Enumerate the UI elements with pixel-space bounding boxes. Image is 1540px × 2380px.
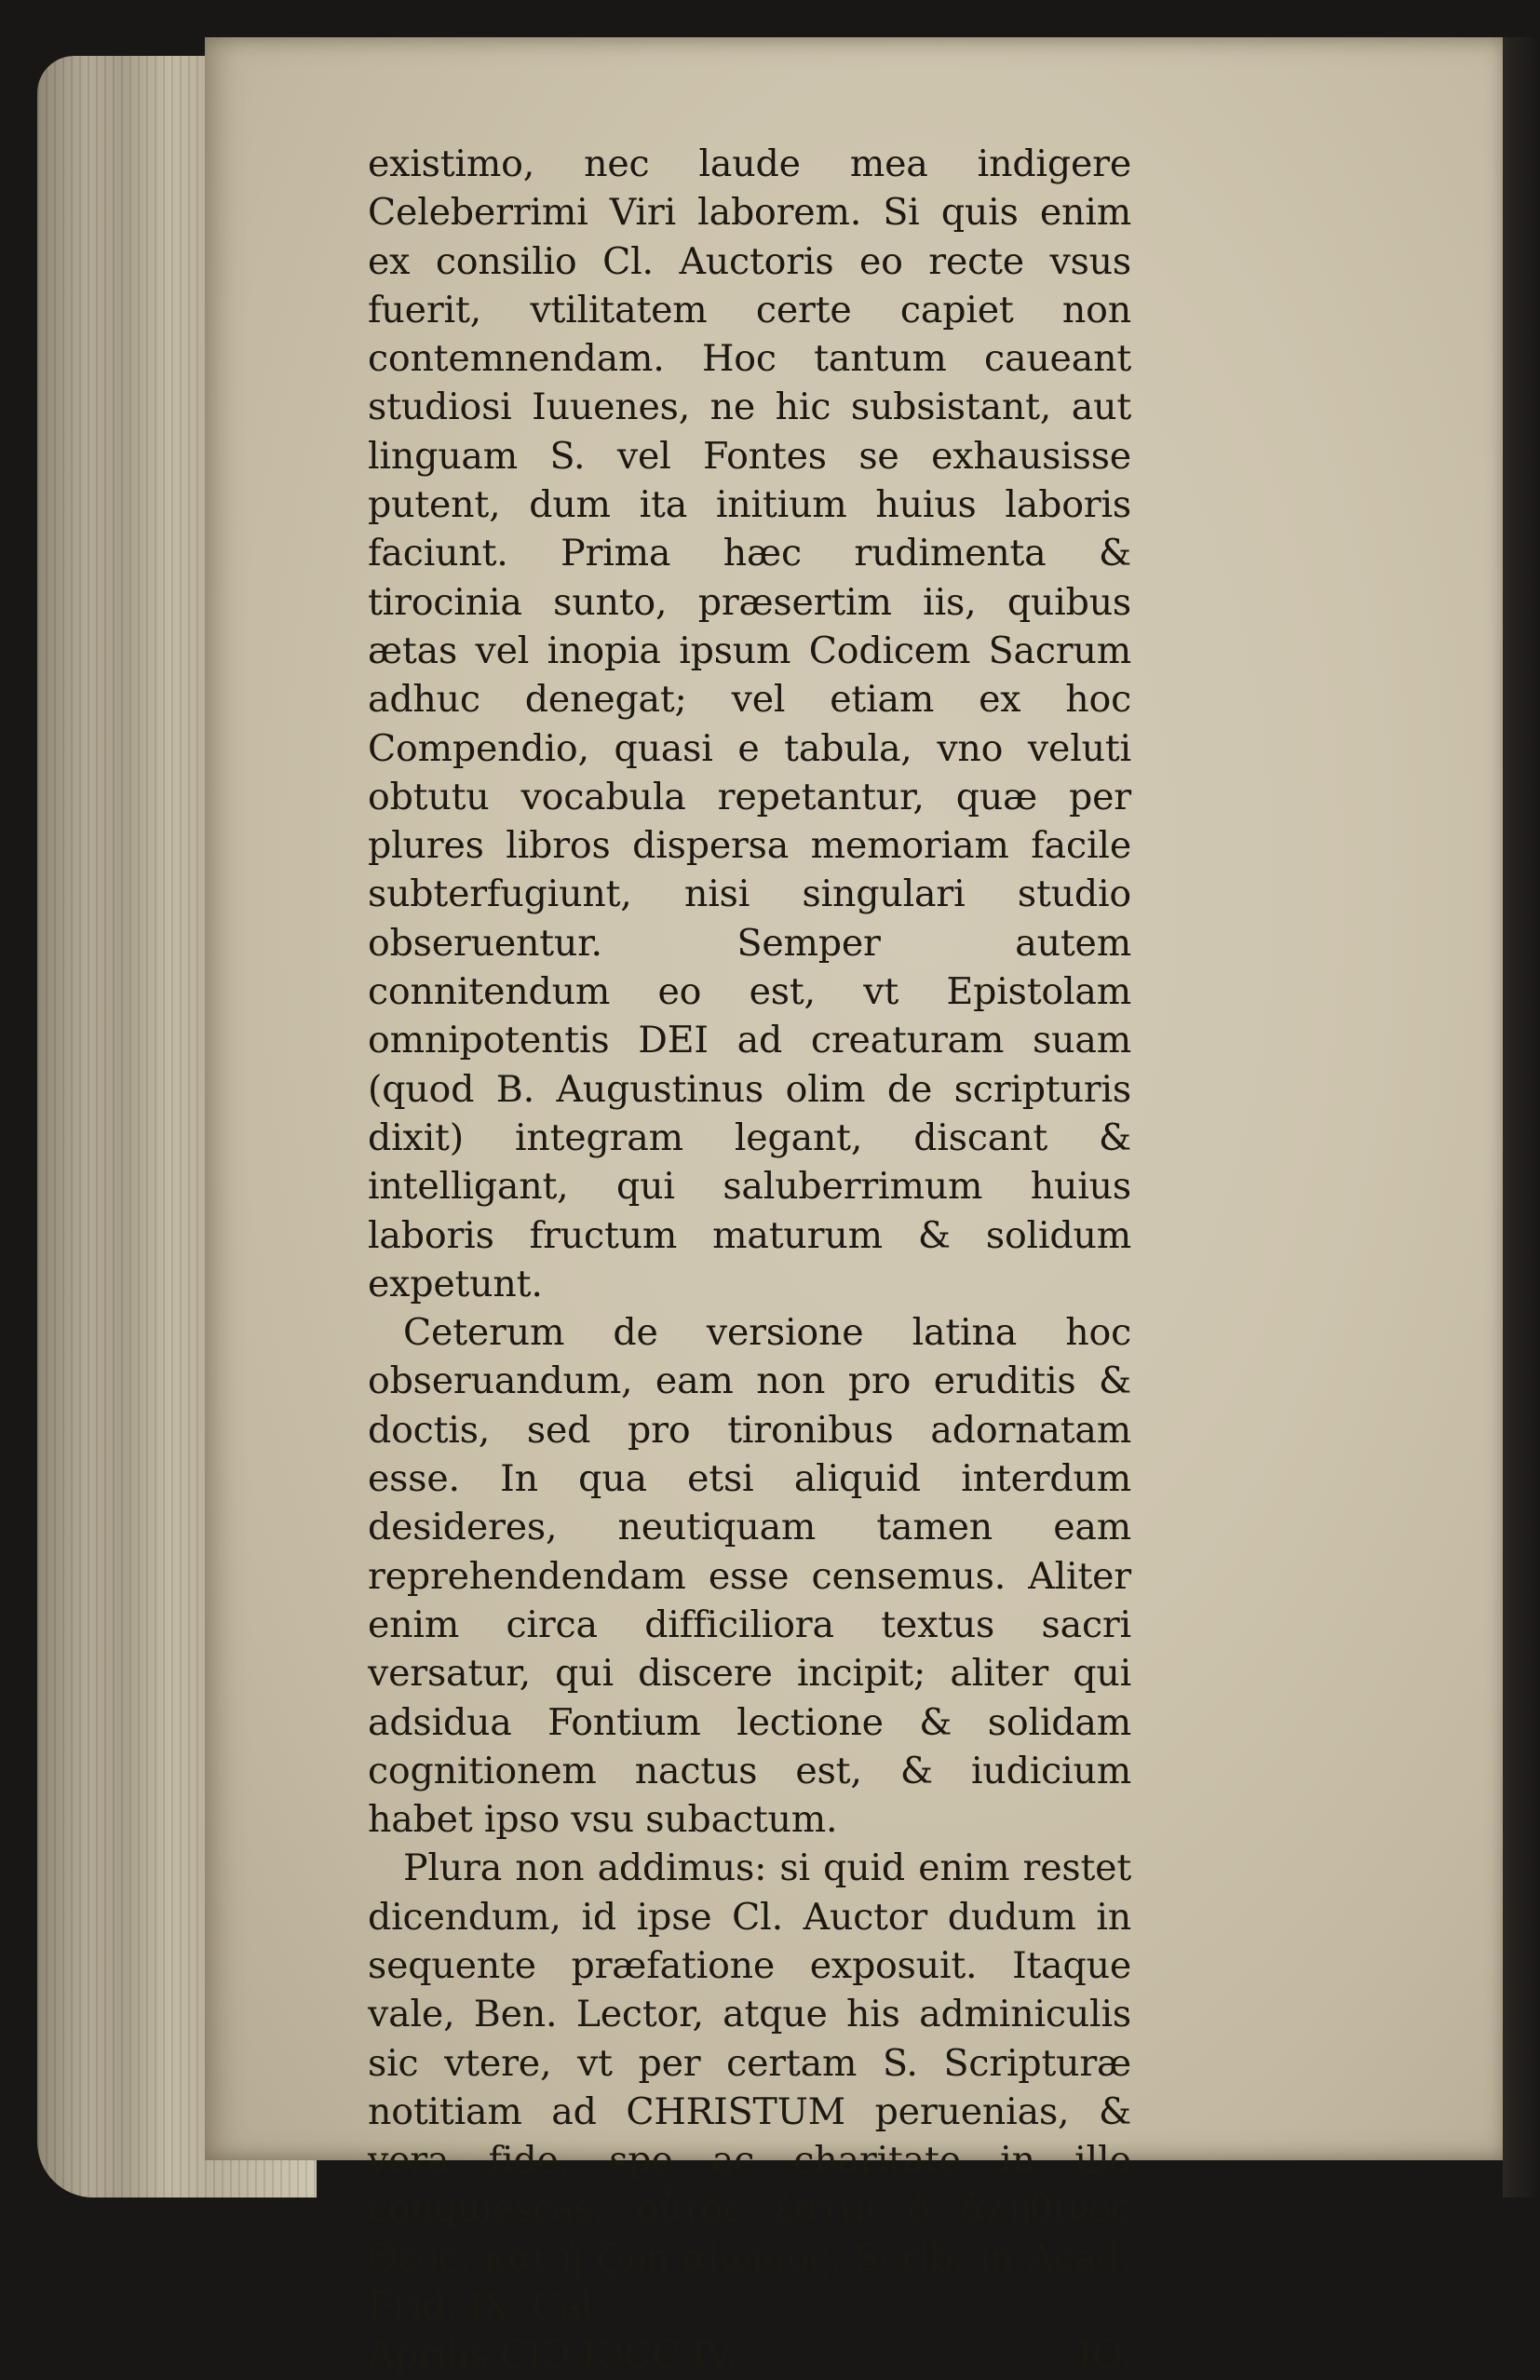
- paragraph-2: Ceterum de versione latina hoc obseruandum, eam non pro eruditis & doctis, sed pro tironibus adornatam esse. In qua etsi aliquid interdum desideres, neutiquam tamen eam reprehendendam esse censemus. Aliter enim circa difficiliora textus sacri versatur, qui discere incipit; aliter qui adsidua Fontium lectione & solidam cognitionem nactus est, & iudicium habet ipso vsu subactum.: [368, 1311, 1131, 1842]
- closing-signature: IO.: [1077, 2333, 1131, 2377]
- paragraph-3: Plura non addimus: si quid enim restet dicendum, id ipse Cl. Auctor dudum in sequente præfatione exposuit. Itaque vale, Ben. Lector, atque his adminiculis sic vtere, vt per certam S. Scripturæ notitiam ad CHRISTUM peruenias, & vera fide, spe ac charitate in illo conquiescas. οὗτός ἐστιν ὁ ἀληθινὸς Θεὸς, καὶ ἡ ζωὴ αἰώνιος. Scrib. in Acad. Frid. IX. Cal.: [368, 1846, 1131, 2329]
- closing-line: [368, 2331, 1131, 2379]
- paragraph-1: existimo, nec laude mea indigere Celeberrimi Viri laborem. Si quis enim ex consilio Cl. Auctoris eo recte vsus fuerit, vtilitatem certe capiet non contemnendam. Hoc tantum caueant studiosi Iuuenes, ne hic subsistant, aut linguam S. vel Fontes se exhausisse putent, dum ita initium huius laboris faciunt. Prima hæc rudimenta & tirocinia sunto, præsertim iis, quibus ætas vel inopia ipsum Codicem Sacrum adhuc denegat; vel etiam ex hoc Compendio, quasi e tabula, vno veluti obtutu vocabula repetantur, quæ per plures libros dispersa memoriam facile subterfugiunt, nisi singulari studio obseruentur. Semper autem connitendum eo est, vt Epistolam omnipotentis DEI ad creaturam suam (quod B. Augustinus olim de scripturis dixit) integram legant, discant & intelligant, qui saluberrimum huius laboris fructum maturum & solidum expetunt.: [368, 142, 1131, 1305]
- text-block: [368, 140, 1131, 2380]
- closing-date: Aprilis CIↃ IↃCC IV.: [368, 2333, 737, 2377]
- gutter-shadow: [1503, 37, 1540, 2197]
